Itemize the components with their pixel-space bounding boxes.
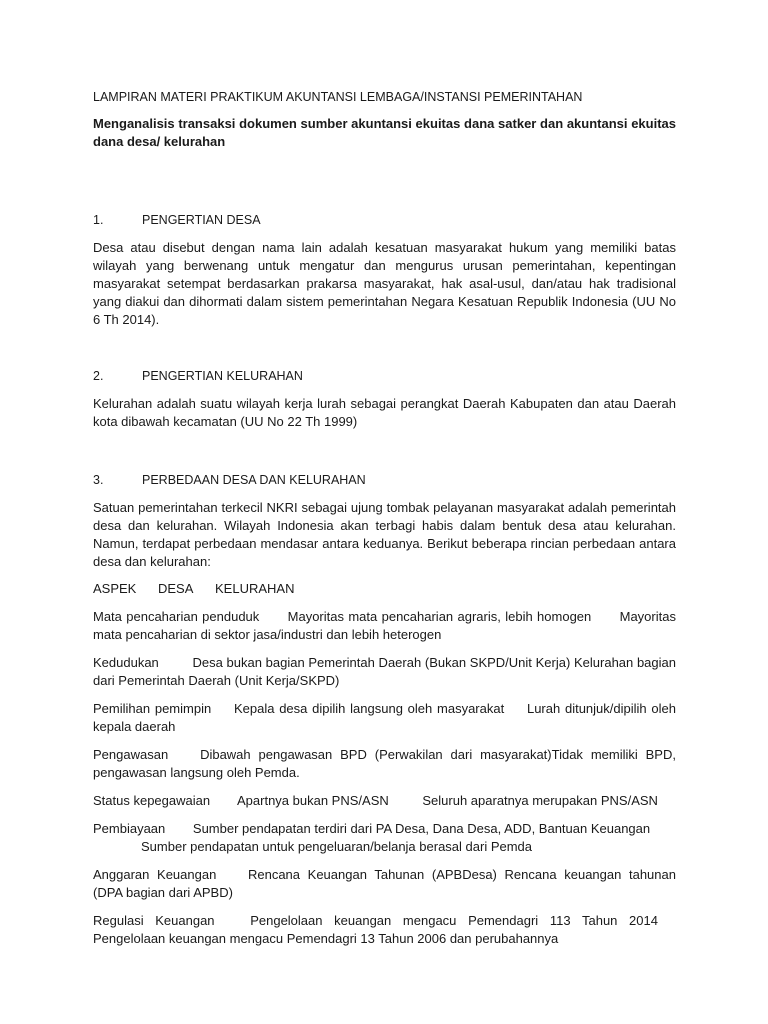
section-number: 2.	[93, 369, 104, 383]
comparison-rows	[93, 608, 676, 948]
comparison-row	[93, 820, 676, 856]
section-2-heading	[93, 367, 676, 385]
section-1-heading	[93, 211, 676, 229]
header-desa: DESA	[157, 581, 194, 596]
row-kelurahan: Lurah ditunjuk/dipilih oleh kepala daerah	[93, 701, 676, 734]
row-kelurahan: Rencana keuangan tahunan (DPA bagian dari APBD)	[93, 867, 676, 900]
section-3-heading	[93, 471, 676, 489]
comparison-row	[93, 866, 676, 902]
document-content	[93, 88, 676, 958]
row-aspek: Status kepegawaian	[93, 793, 211, 808]
header-aspek: ASPEK	[93, 581, 137, 596]
row-aspek: Pengawasan	[93, 747, 169, 762]
section-title: PENGERTIAN DESA	[142, 213, 261, 227]
header-kelurahan: KELURAHAN	[215, 581, 295, 596]
row-aspek: Anggaran Keuangan	[93, 867, 217, 882]
comparison-header	[93, 580, 676, 598]
row-desa: Kepala desa dipilih langsung oleh masyarakat	[233, 701, 505, 716]
comparison-row	[93, 654, 676, 690]
row-desa: Dibawah pengawasan BPD (Perwakilan dari masyarakat)	[200, 747, 552, 762]
comparison-row	[93, 700, 676, 736]
row-aspek: Pembiayaan	[93, 821, 166, 836]
section-title: PERBEDAAN DESA DAN KELURAHAN	[142, 473, 366, 487]
section-2-body: Kelurahan adalah suatu wilayah kerja lurah sebagai perangkat Daerah Kabupaten dan atau Daerah kota dibawah kecamatan (UU No 22 Th 1999)	[93, 396, 676, 429]
section-title: PENGERTIAN KELURAHAN	[142, 369, 303, 383]
row-desa: Sumber pendapatan terdiri dari PA Desa, Dana Desa, ADD, Bantuan Keuangan	[192, 821, 651, 836]
section-number: 3.	[93, 473, 104, 487]
row-desa: Mayoritas mata pencaharian agraris, lebih homogen	[287, 609, 592, 624]
row-aspek: Pemilihan pemimpin	[93, 701, 212, 716]
comparison-row	[93, 912, 676, 948]
row-desa: Apartnya bukan PNS/ASN	[237, 793, 389, 808]
section-1-body: Desa atau disebut dengan nama lain adalah kesatuan masyarakat hukum yang memiliki batas wilayah yang berwenang untuk mengatur dan mengurus urusan pemerintahan, kepentingan masyarakat setempat berdasarkan prakarsa masyarakat, hak asal-usul, dan/atau hak tradisional yang diakui dan dihormati dalam sistem pemerintahan Negara Kesatuan Republik Indonesia (UU No 6 Th 2014).	[93, 240, 676, 327]
comparison-row	[93, 608, 676, 644]
row-aspek: Mata pencaharian penduduk	[93, 609, 260, 624]
row-desa: Pengelolaan keuangan mengacu Pemendagri 113 Tahun 2014	[250, 913, 658, 928]
row-kelurahan: Kelurahan bagian dari Pemerintah Daerah (Unit Kerja/SKPD)	[93, 655, 676, 688]
comparison-row	[93, 792, 676, 810]
section-3-body: Satuan pemerintahan terkecil NKRI sebagai ujung tombak pelayanan masyarakat adalah pemerintah desa dan kelurahan. Wilayah Indonesia akan terbagi habis dalam bentuk desa atau kelurahan. Namun, terdapat perbedaan mendasar antara keduanya. Berikut beberapa rincian perbedaan antara desa dan kelurahan:	[93, 500, 676, 569]
row-kelurahan: Mayoritas mata pencaharian di sektor jasa/industri dan lebih heterogen	[93, 609, 676, 642]
document-subtitle: Menganalisis transaksi dokumen sumber akuntansi ekuitas dana satker dan akuntansi ekuitas dana desa/ kelurahan	[93, 116, 676, 149]
row-kelurahan: Sumber pendapatan untuk pengeluaran/belanja berasal dari Pemda	[141, 839, 533, 854]
row-desa: Rencana Keuangan Tahunan (APBDesa)	[247, 867, 497, 882]
row-kelurahan: Pengelolaan keuangan mengacu Pemendagri 13 Tahun 2006 dan perubahannya	[93, 931, 559, 946]
row-kelurahan: Tidak memiliki BPD, pengawasan langsung oleh Pemda.	[93, 747, 676, 780]
row-aspek: Kedudukan	[93, 655, 159, 670]
section-number: 1.	[93, 213, 104, 227]
comparison-row	[93, 746, 676, 782]
row-aspek: Regulasi Keuangan	[93, 913, 215, 928]
row-kelurahan: Seluruh aparatnya merupakan PNS/ASN	[422, 793, 658, 808]
row-desa: Desa bukan bagian Pemerintah Daerah (Bukan SKPD/Unit Kerja)	[192, 655, 571, 670]
document-title: LAMPIRAN MATERI PRAKTIKUM AKUNTANSI LEMBAGA/INSTANSI PEMERINTAHAN	[93, 90, 583, 104]
